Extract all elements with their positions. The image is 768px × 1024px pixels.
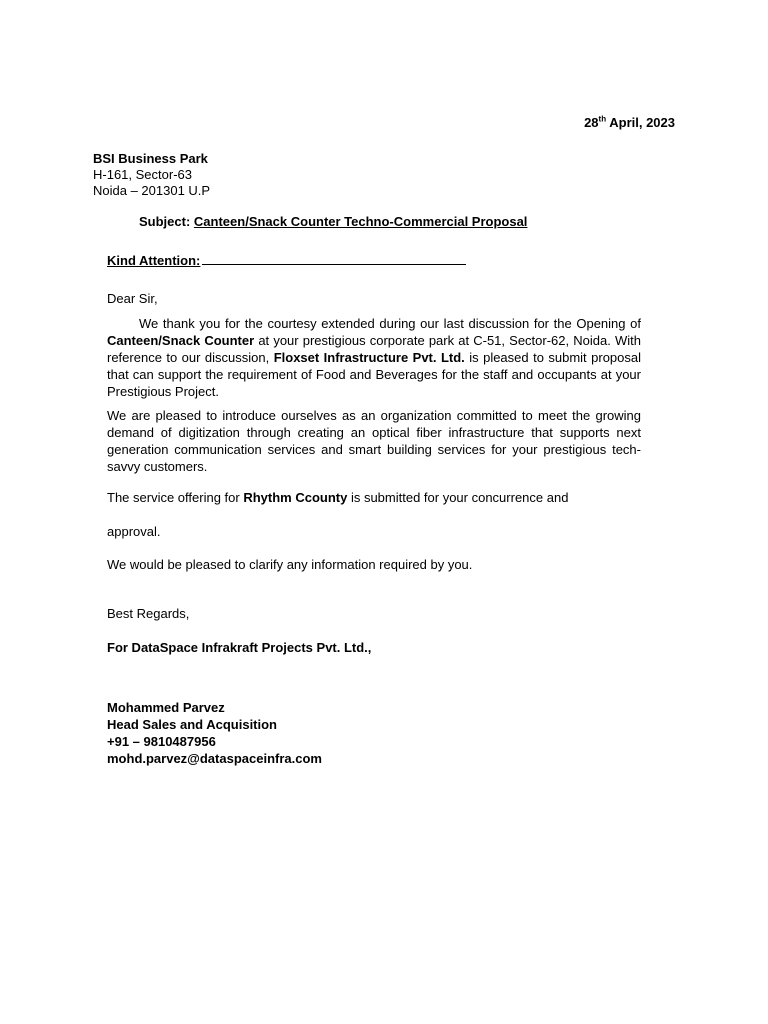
attention-blank-line (202, 251, 466, 265)
recipient-name: BSI Business Park (93, 151, 208, 166)
attention-label: Kind Attention: (107, 253, 201, 268)
signatory-email: mohd.parvez@dataspaceinfra.com (107, 751, 322, 766)
salutation: Dear Sir, (107, 291, 158, 306)
paragraph-clarify: We would be pleased to clarify any information required by you. (107, 557, 473, 572)
paragraph-offering-end: approval. (107, 524, 161, 539)
recipient-address (93, 151, 493, 199)
subject-label: Subject: (139, 214, 191, 229)
paragraph-about: We are pleased to introduce ourselves as an organization committed to meet the growing demand of digitization through creating an optical fiber infrastructure that supports next generation communication services and smart building services for your prestigious tech-savvy customers. (107, 408, 641, 474)
signatory-title: Head Sales and Acquisition (107, 717, 278, 732)
paragraph-intro-text: is pleased to submit proposal that can support the requirement of Food and Beverages for the staff and occupants at your Prestigious Project. (107, 350, 641, 399)
signatory-phone: +91 – 9810487956 (107, 734, 216, 749)
kind-attention (107, 251, 466, 269)
date-suffix: th (598, 114, 607, 124)
subject-line (139, 213, 527, 230)
for-company: For DataSpace Infrakraft Projects Pvt. Ltd., (107, 640, 372, 655)
signature-block (107, 699, 322, 767)
date-day: 28 (584, 115, 599, 130)
date-month-year: April, 2023 (606, 115, 675, 130)
paragraph-intro (107, 315, 641, 400)
paragraph-offering-text: The service offering for (107, 490, 244, 505)
recipient-address-line1: H-161, Sector-63 (93, 167, 192, 182)
highlight-company: Floxset Infrastructure Pvt. Ltd. (273, 350, 465, 365)
recipient-address-line2: Noida – 201301 U.P (93, 183, 211, 198)
subject-text: Canteen/Snack Counter Techno-Commercial Proposal (193, 214, 528, 229)
signatory-name: Mohammed Parvez (107, 700, 225, 715)
closing: Best Regards, (107, 606, 190, 621)
paragraph-offering-text: is submitted for your concurrence and (347, 490, 569, 505)
highlight-canteen: Canteen/Snack Counter (107, 333, 255, 348)
paragraph-intro-text: at your prestigious corporate park at C-51, Sector-62, Noida. With reference to our discussion, (107, 333, 641, 365)
highlight-project: Rhythm Ccounty (243, 490, 348, 505)
paragraph-intro-text: We thank you for the courtesy extended during our last discussion for the Opening of (139, 316, 641, 331)
letter-date (584, 114, 675, 131)
paragraph-offering (107, 489, 641, 506)
